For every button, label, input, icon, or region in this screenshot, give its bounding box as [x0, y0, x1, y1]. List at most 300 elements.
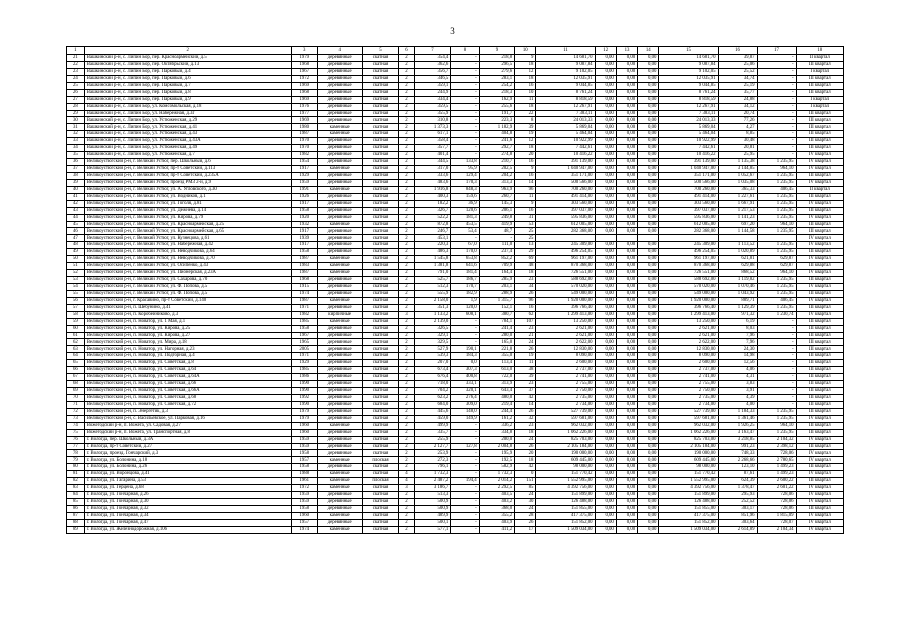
table-cell-col-17: 1 230,74 — [757, 311, 796, 318]
table-cell-col-17: 629,87 — [757, 256, 796, 263]
table-cell-col-9: 255,6 — [479, 103, 514, 110]
table-cell-col-11: 612 005,00 — [536, 221, 595, 228]
column-number-16: 16 — [718, 47, 757, 55]
table-cell-col-5: скатная — [362, 499, 399, 506]
table-cell-col-11: 7 383,11 — [536, 110, 595, 117]
table-cell-col-2: Вашкинский р-н, с. Липин Бор, пер. Парковый, д.4 — [84, 68, 291, 75]
table-cell-col-6: 2 — [399, 131, 414, 138]
table-cell-col-2: г. Вологда, ул. Гончарная, д.32 — [84, 505, 291, 512]
table-cell-col-5: скатная — [362, 332, 399, 339]
table-cell-col-18: IV квартал — [796, 242, 843, 249]
table-cell-col-2: Великоустюгский р-н, г. Великий Устюг, ул. Кирова, д.79 — [84, 214, 291, 221]
table-cell-col-14: 0,00 — [638, 159, 659, 166]
table-cell-col-2: Великоустюгский р-н, г. Великий Устюг, ул. Ф. Попова, д.5 — [84, 283, 291, 290]
table-cell-col-11: 397 037,00 — [536, 207, 595, 214]
table-cell-col-5: скатная — [362, 96, 399, 103]
table-cell-col-16: 697,20 — [718, 221, 757, 228]
table-cell-col-1: 82 — [67, 478, 85, 485]
table-cell-col-11: 12 830,00 — [536, 346, 595, 353]
table-cell-col-4: деревянные — [317, 82, 362, 89]
table-cell-col-11: 151 852,00 — [536, 519, 595, 526]
table-cell-col-17: 1 235,95 — [757, 290, 796, 297]
table-cell-col-2: Великоустюгский р-н, г. Великий Устюг, пер. Школьный, д.6 — [84, 159, 291, 166]
table-cell-col-15: 597 681,00 — [659, 415, 718, 422]
table-cell-col-13: 0,00 — [616, 256, 637, 263]
table-cell-col-10: 8 — [515, 117, 536, 124]
table-cell-col-14: 0,00 — [638, 478, 659, 485]
table-cell-col-11: 527 739,00 — [536, 408, 595, 415]
table-cell-col-16: 4,31 — [718, 374, 757, 381]
table-cell-col-4: деревянные — [317, 381, 362, 388]
table-cell-col-8: - — [451, 457, 479, 464]
table-cell-col-14: 0,00 — [638, 89, 659, 96]
table-cell-col-1: 36 — [67, 159, 85, 166]
table-cell-col-6: 2 — [399, 277, 414, 284]
table-cell-col-4: деревянные — [317, 89, 362, 96]
table-cell-col-13: 0,00 — [616, 339, 637, 346]
table-cell-col-9: 404,8 — [479, 131, 514, 138]
table-cell-col-10: 23 — [515, 325, 536, 332]
table-cell-col-12: 0,00 — [595, 526, 616, 533]
table-cell-col-5: скатная — [362, 152, 399, 159]
table-cell-col-7: 872,8 — [414, 221, 451, 228]
table-cell-col-4: деревянные — [317, 304, 362, 311]
table-row — [67, 492, 844, 499]
table-cell-col-11: 1 552 995,00 — [536, 478, 595, 485]
table-cell-col-6: 2 — [399, 381, 414, 388]
table-cell-col-1: 60 — [67, 325, 85, 332]
table-cell-col-5: скатная — [362, 381, 399, 388]
table-cell-col-2: Великоустюгский р-н, п. Новатор, ул. Советская, д.64 — [84, 367, 291, 374]
table-cell-col-4: деревянные — [317, 325, 362, 332]
column-number-13: 13 — [616, 47, 637, 55]
table-cell-col-14: 0,00 — [638, 450, 659, 457]
column-number-15: 15 — [659, 47, 718, 55]
table-cell-col-13: 0,00 — [616, 207, 637, 214]
table-cell-col-11: 2 741,00 — [536, 374, 595, 381]
table-cell-col-7: 500,9 — [414, 499, 451, 506]
table-cell-col-8: 149,9 — [451, 415, 479, 422]
table-cell-col-13: 0,00 — [616, 242, 637, 249]
table-cell-col-11: 588 692,00 — [536, 277, 595, 284]
table-cell-col-3: 1968 — [291, 61, 317, 68]
table-cell-col-18: III квартал — [796, 193, 843, 200]
table-cell-col-10: 17 — [515, 526, 536, 533]
table-cell-col-11: 12 267,91 — [536, 103, 595, 110]
table-row — [67, 256, 844, 263]
table-cell-col-12: 0,00 — [595, 492, 616, 499]
table-cell-col-16: 621,81 — [718, 256, 757, 263]
table-row — [67, 478, 844, 485]
table-cell-col-5: скатная — [362, 408, 399, 415]
table-cell-col-16: 1 144,58 — [718, 228, 757, 235]
table-cell-col-14: 0,00 — [638, 131, 659, 138]
table-cell-col-16: 3 163,47 — [718, 429, 757, 436]
table-cell-col-16: 868,52 — [718, 270, 757, 277]
table-cell-col-6: 2 — [399, 422, 414, 429]
table-cell-col-5: скатная — [362, 138, 399, 145]
table-cell-col-3: 1969 — [291, 117, 317, 124]
table-cell-col-5: скатная — [362, 325, 399, 332]
table-cell-col-18: III квартал — [796, 360, 843, 367]
table-cell-col-8: - — [451, 82, 479, 89]
table-cell-col-18: IV квартал — [796, 235, 843, 242]
table-cell-col-7: 344,5 — [414, 159, 451, 166]
table-cell-col-7: 617,1 — [414, 131, 451, 138]
table-cell-col-17: 728,06 — [757, 505, 796, 512]
table-cell-col-8: 848,3 — [451, 186, 479, 193]
table-cell-col-12: 0,00 — [595, 145, 616, 152]
table-cell-col-9: 152,1 — [479, 304, 514, 311]
table-cell-col-2: Великоустюгский р-н, г. Великий Устюг, пр-т Советский, д.235А — [84, 172, 291, 179]
table-cell-col-7: 354,4 — [414, 55, 451, 62]
table-cell-col-11: 2 622,00 — [536, 339, 595, 346]
table-cell-col-1: 88 — [67, 519, 85, 526]
table-cell-col-2: г. Вологда, ул. Гагарина, д.53 — [84, 478, 291, 485]
table-cell-col-17: 728,06 — [757, 450, 796, 457]
column-number-9: 9 — [479, 47, 514, 55]
table-row — [67, 450, 844, 457]
table-cell-col-11: 151 899,00 — [536, 492, 595, 499]
table-cell-col-10: 30 — [515, 499, 536, 506]
table-cell-col-12: 0,00 — [595, 82, 616, 89]
table-cell-col-5: скатная — [362, 283, 399, 290]
table-cell-col-10: 23 — [515, 381, 536, 388]
table-cell-col-1: 54 — [67, 283, 85, 290]
table-cell-col-16: 991,23 — [718, 443, 757, 450]
table-cell-col-12: 0,00 — [595, 200, 616, 207]
table-cell-col-6: 2 — [399, 339, 414, 346]
table-cell-col-3: 1985 — [291, 367, 317, 374]
table-cell-col-11: 700 260,00 — [536, 186, 595, 193]
table-cell-col-6: 2 — [399, 166, 414, 173]
table-cell-col-18: III квартал — [796, 75, 843, 82]
table-cell-col-9: 963,9 — [479, 186, 514, 193]
table-cell-col-8: - — [451, 422, 479, 429]
table-cell-col-9: 355,0 — [479, 353, 514, 360]
table-cell-col-4: деревянные — [317, 235, 362, 242]
table-cell-col-13: 0,00 — [616, 200, 637, 207]
table-row — [67, 61, 844, 68]
table-cell-col-4: деревянные — [317, 408, 362, 415]
column-number-14: 14 — [638, 47, 659, 55]
table-cell-col-3: 1971 — [291, 353, 317, 360]
table-cell-col-1: 43 — [67, 207, 85, 214]
table-cell-col-10: 26 — [515, 346, 536, 353]
table-cell-col-16: 34,74 — [718, 75, 757, 82]
table-cell-col-18: IV квартал — [796, 283, 843, 290]
table-cell-col-16: 34,12 — [718, 103, 757, 110]
table-cell-col-14: 0,00 — [638, 388, 659, 395]
table-cell-col-13: 0,00 — [616, 346, 637, 353]
table-row — [67, 394, 844, 401]
table-cell-col-14: 0,00 — [638, 443, 659, 450]
table-cell-col-3: 1977 — [291, 110, 317, 117]
table-cell-col-12: 0,00 — [595, 172, 616, 179]
table-cell-col-8: - — [451, 332, 479, 339]
table-cell-col-5: скатная — [362, 124, 399, 131]
table-cell-col-2: Великоустюгский р-н, п. Энергетик, д.3 — [84, 408, 291, 415]
table-cell-col-12: 0,00 — [595, 436, 616, 443]
table-cell-col-2: Великоустюгский р-н, п. Шебунино, д.41 — [84, 304, 291, 311]
table-row — [67, 145, 844, 152]
table-cell-col-18: III квартал — [796, 117, 843, 124]
table-cell-col-5: скатная — [362, 200, 399, 207]
table-cell-col-2: Вашкинский р-н, с. Липин Бор, ул. Комсомольская, д.18 — [84, 103, 291, 110]
table-cell-col-17: 1 235,95 — [757, 214, 796, 221]
table-row — [67, 200, 844, 207]
table-cell-col-1: 30 — [67, 117, 85, 124]
table-cell-col-18: III квартал — [796, 318, 843, 325]
table-cell-col-10: 21 — [515, 332, 536, 339]
table-cell-col-8: - — [451, 96, 479, 103]
table-cell-col-1: 89 — [67, 526, 85, 533]
table-cell-col-1: 48 — [67, 242, 85, 249]
table-cell-col-6: 2 — [399, 457, 414, 464]
table-cell-col-10: 23 — [515, 422, 536, 429]
table-cell-col-5: скатная — [362, 117, 399, 124]
table-cell-col-9: 285,9 — [479, 277, 514, 284]
table-cell-col-13: 0,00 — [616, 360, 637, 367]
table-cell-col-2: Великоустюгский р-н, п. Новатор, ул. Кирова, д.27 — [84, 332, 291, 339]
table-cell-col-6: 2 — [399, 249, 414, 256]
table-cell-col-14: 0,00 — [638, 152, 659, 159]
table-cell-col-7: 2 487,2 — [414, 478, 451, 485]
table-cell-col-13: 0,00 — [616, 89, 637, 96]
table-cell-col-17: - — [757, 401, 796, 408]
table-cell-col-16: 365,33 — [718, 186, 757, 193]
table-cell-col-17: - — [757, 110, 796, 117]
table-cell-col-7: 539,3 — [414, 353, 451, 360]
table-cell-col-16: 1 926,25 — [718, 422, 757, 429]
table-cell-col-14: 0,00 — [638, 505, 659, 512]
table-cell-col-3: 1990 — [291, 388, 317, 395]
table-cell-col-17: - — [757, 346, 796, 353]
table-cell-col-6: 2 — [399, 304, 414, 311]
table-cell-col-17: 728,06 — [757, 499, 796, 506]
table-cell-col-16: 1 020,89 — [718, 249, 757, 256]
table-cell-col-16 — [718, 235, 757, 242]
table-cell-col-5: скатная — [362, 270, 399, 277]
table-cell-col-14: 0,00 — [638, 75, 659, 82]
table-cell-col-18: III квартал — [796, 61, 843, 68]
table-cell-col-11: 2 735,00 — [536, 394, 595, 401]
table-cell-col-7: 355,9 — [414, 110, 451, 117]
table-row — [67, 96, 844, 103]
table-cell-col-3: 1982 — [291, 311, 317, 318]
table-cell-col-6: 2 — [399, 159, 414, 166]
table-cell-col-17: 964,10 — [757, 221, 796, 228]
table-cell-col-17: - — [757, 61, 796, 68]
table-cell-col-18: IV квартал — [796, 152, 843, 159]
table-cell-col-7: 2 127,7 — [414, 443, 451, 450]
table-row — [67, 68, 844, 75]
table-cell-col-15: 1 509 034,00 — [659, 526, 718, 533]
table-cell-col-7: 445,6 — [414, 408, 451, 415]
table-cell-col-5: скатная — [362, 61, 399, 68]
table-row — [67, 485, 844, 492]
table-row — [67, 353, 844, 360]
table-cell-col-3: 1917 — [291, 200, 317, 207]
table-cell-col-10: 151 — [515, 478, 536, 485]
table-cell-col-10: 31 — [515, 214, 536, 221]
table-cell-col-15: 5 464,04 — [659, 131, 718, 138]
table-cell-col-2: Великоустюгский р-н, г. Великий Устюг, пр-т Советский, д.113 — [84, 166, 291, 173]
table-cell-col-3: 2005 — [291, 346, 317, 353]
table-cell-col-10: 18 — [515, 103, 536, 110]
table-cell-col-7: 329,1 — [414, 332, 451, 339]
table-cell-col-11: 417 375,00 — [536, 512, 595, 519]
table-cell-col-13: 0,00 — [616, 131, 637, 138]
table-cell-col-12: 0,00 — [595, 166, 616, 173]
table-cell-col-12: 0,00 — [595, 505, 616, 512]
table-cell-col-18: III квартал — [796, 429, 843, 436]
table-row — [67, 325, 844, 332]
table-cell-col-4: каменные — [317, 263, 362, 270]
table-cell-col-1: 59 — [67, 318, 85, 325]
table-cell-col-11: 351 171,00 — [536, 172, 595, 179]
table-cell-col-12: 0,00 — [595, 346, 616, 353]
table-cell-col-1: 76 — [67, 436, 85, 443]
table-cell-col-8: - — [451, 68, 479, 75]
table-cell-col-17: 1 235,95 — [757, 228, 796, 235]
table-cell-col-15: 2 735,00 — [659, 394, 718, 401]
table-cell-col-12: 0,00 — [595, 450, 616, 457]
column-number-4: 4 — [317, 47, 362, 55]
table-cell-col-18: III квартал — [796, 221, 843, 228]
table-cell-col-12: 0,00 — [595, 124, 616, 131]
table-cell-col-9: 288,9 — [479, 290, 514, 297]
table-cell-col-15: 8 761,24 — [659, 89, 718, 96]
table-cell-col-2: Великоустюгский р-н, п. Новатор, ул. 1 Мая, д.1 — [84, 318, 291, 325]
table-cell-col-8: 276,4 — [451, 394, 479, 401]
table-cell-col-16: 1 070,46 — [718, 283, 757, 290]
table-cell-col-1: 37 — [67, 166, 85, 173]
table-cell-col-10: 62 — [515, 311, 536, 318]
table-cell-col-6: 2 — [399, 138, 414, 145]
table-cell-col-15: 1 920 000,00 — [659, 297, 718, 304]
table-cell-col-2: Вашкинский р-н, с. Липин Бор, ул. Устюженская, д.7 — [84, 152, 291, 159]
table-cell-col-14: 0,00 — [638, 68, 659, 75]
table-cell-col-18: III квартал — [796, 277, 843, 284]
table-cell-col-4: деревянные — [317, 346, 362, 353]
table-cell-col-3: 1972 — [291, 485, 317, 492]
table-cell-col-10: 29 — [515, 249, 536, 256]
table-cell-col-18: IV квартал — [796, 270, 843, 277]
table-cell-col-4: деревянные — [317, 450, 362, 457]
table-body — [67, 55, 844, 534]
table-cell-col-18: II квартал — [796, 186, 843, 193]
table-cell-col-10: 9 — [515, 55, 536, 62]
table-cell-col-16: 748,33 — [718, 450, 757, 457]
table-cell-col-7: 358,4 — [414, 138, 451, 145]
table-row — [67, 117, 844, 124]
table-cell-col-12: 0,00 — [595, 110, 616, 117]
table-cell-col-9: 260,7 — [479, 193, 514, 200]
column-number-12: 12 — [595, 47, 616, 55]
table-cell-col-18: IV квартал — [796, 519, 843, 526]
table-cell-col-2: г. Вологда, ул. Гончарная, д.34 — [84, 512, 291, 519]
table-cell-col-15: 245 309,00 — [659, 242, 718, 249]
table-cell-col-9: 206,1 — [479, 207, 514, 214]
table-cell-col-17: 2 601,22 — [757, 485, 796, 492]
table-cell-col-18: I квартал — [796, 103, 843, 110]
table-cell-col-14: 0,00 — [638, 374, 659, 381]
table-cell-col-4: каменные — [317, 256, 362, 263]
table-cell-col-2: Вашкинский р-н, с. Липин Бор, пер. Парковый, д.7 — [84, 82, 291, 89]
table-cell-col-2: Великоустюгский р-н, п. Новатор, ул. Советская, д.8 — [84, 360, 291, 367]
table-cell-col-13: 0,00 — [616, 464, 637, 471]
table-cell-col-3: 1958 — [291, 450, 317, 457]
table-cell-col-17: 1 235,95 — [757, 408, 796, 415]
table-cell-col-4: каменные — [317, 457, 362, 464]
table-cell-col-6: 2 — [399, 172, 414, 179]
table-cell-col-17: - — [757, 96, 796, 103]
table-cell-col-4: деревянные — [317, 290, 362, 297]
table-cell-col-16: 1 184,33 — [718, 408, 757, 415]
table-cell-col-9: 643,4 — [479, 388, 514, 395]
table-cell-col-7: 246,7 — [414, 228, 451, 235]
table-cell-col-5: скатная — [362, 110, 399, 117]
table-cell-col-14: 0,00 — [638, 166, 659, 173]
table-cell-col-11: 1 040 947,00 — [536, 166, 595, 173]
table-cell-col-18: III квартал — [796, 394, 843, 401]
table-cell-col-4: деревянные — [317, 152, 362, 159]
table-cell-col-16: 39,87 — [718, 55, 757, 62]
table-cell-col-5: скатная — [362, 235, 399, 242]
table-cell-col-3: 1958 — [291, 325, 317, 332]
table-cell-col-5: скатная — [362, 89, 399, 96]
table-cell-col-10: 26 — [515, 443, 536, 450]
table-cell-col-11: 595 836,00 — [536, 214, 595, 221]
table-cell-col-4: деревянные — [317, 145, 362, 152]
table-cell-col-9: 237,4 — [479, 249, 514, 256]
table-cell-col-9: 48,7 — [479, 228, 514, 235]
table-cell-col-6: 2 — [399, 110, 414, 117]
table-cell-col-1: 77 — [67, 443, 85, 450]
table-cell-col-12: 0,00 — [595, 394, 616, 401]
table-cell-col-8: - — [451, 512, 479, 519]
table-cell-col-8: 36,9 — [451, 200, 479, 207]
table-cell-col-10: 25 — [515, 235, 536, 242]
table-cell-col-16: 12,56 — [718, 360, 757, 367]
table-cell-col-9: 1 732,3 — [479, 471, 514, 478]
table-cell-col-13: 0,00 — [616, 124, 637, 131]
table-cell-col-6: 2 — [399, 492, 414, 499]
table-cell-col-1: 51 — [67, 263, 85, 270]
table-row — [67, 75, 844, 82]
table-cell-col-6: 3 — [399, 311, 414, 318]
table-cell-col-14: 0,00 — [638, 325, 659, 332]
table-cell-col-6: 2 — [399, 526, 414, 533]
table-cell-col-17: 964,10 — [757, 270, 796, 277]
table-cell-col-16: 4,06 — [718, 367, 757, 374]
table-cell-col-14: 0,00 — [638, 401, 659, 408]
table-cell-col-17: 1 499,23 — [757, 464, 796, 471]
table-cell-col-10: 42 — [515, 464, 536, 471]
table-cell-col-14: 0,00 — [638, 464, 659, 471]
table-cell-col-15: 397 037,00 — [659, 207, 718, 214]
table-cell-col-6: 2 — [399, 242, 414, 249]
table-cell-col-11: 825 703,00 — [536, 436, 595, 443]
table-row — [67, 512, 844, 519]
table-cell-col-15: 303 560,00 — [659, 200, 718, 207]
table-cell-col-3: 1932 — [291, 221, 317, 228]
table-cell-col-7: 1 373,3 — [414, 124, 451, 131]
table-row — [67, 283, 844, 290]
table-cell-col-8: 159,6 — [451, 193, 479, 200]
table-cell-col-16: 20,74 — [718, 110, 757, 117]
